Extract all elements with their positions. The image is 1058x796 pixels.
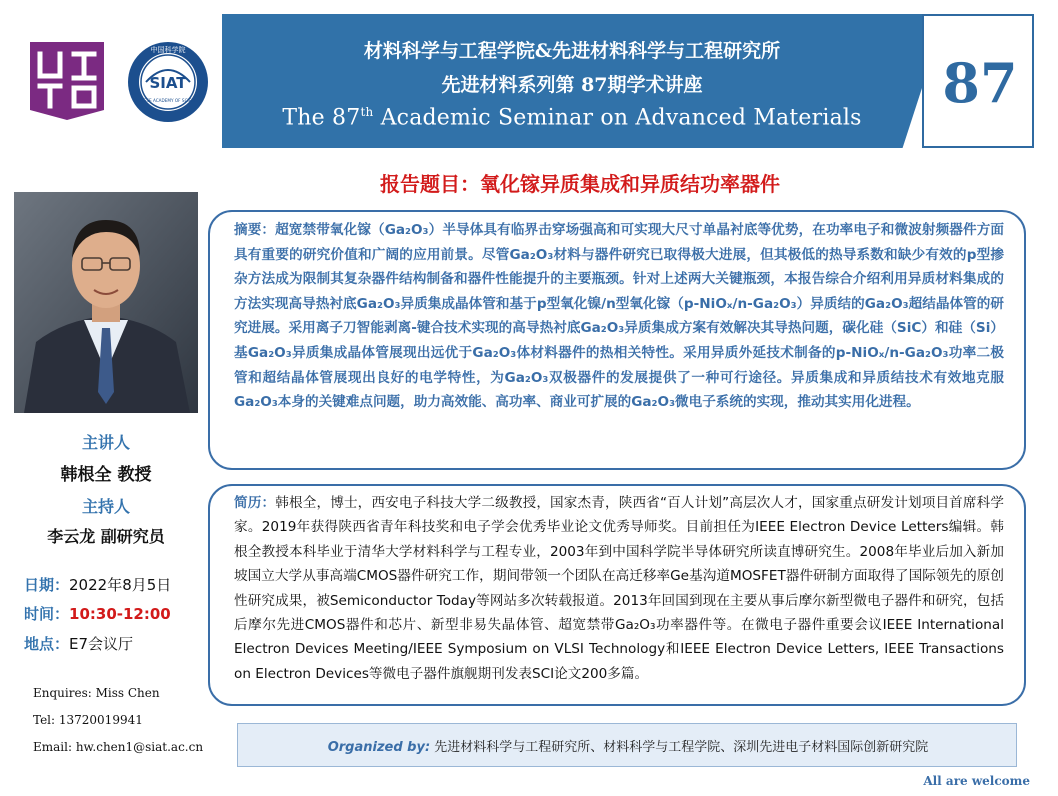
abstract-text: 摘要：超宽禁带氧化镓（Ga₂O₃）半导体具有临界击穿场强高和可实现大尺寸单晶衬底等优势，在功率电子和微波射频器件方面具有重要的研究价值和广阔的应用前景。尽管Ga₂O₃材料与器件研究已取得极大进展，但其极低的热导系数和缺少有效的p型掺杂方法成为限制其复杂器件结构制备和器件性能提升的主要瓶颈。针对上述两大关键瓶颈，本报告综合介绍利用异质材料集成的方法实现高导热衬底Ga₂O₃异质集成晶体管和基于p型氧化镍/n型氧化镓（p-NiOₓ/n-Ga₂O₃）异质结的Ga₂O₃超结晶体管的研究进展。采用离子刀智能剥离-键合技术实现的高导热衬底Ga₂O₃异质集成方案有效解决其导热问题，碳化硅（SiC）和硅（Si）基Ga₂O₃异质集成晶体管展现出远优于Ga₂O₃体材料器件的热相关特性。采用异质外延技术制备的p-NiOₓ/n-Ga₂O₃功率二极管和超结晶体管展现出良好的电学特性，为Ga₂O₃双极器件的发展提供了一种可行途径。异质集成和异质结技术有效地克服Ga₂O₃本身的关键难点问题，助力高效能、高功率、商业可扩展的Ga₂O₃微电子系统的实现，推动其实用化进程。 (234, 222, 1004, 411)
enquiries-email[interactable]: Email: hw.chen1@siat.ac.cn (33, 740, 204, 754)
time-row (24, 603, 171, 624)
date-label: 日期： (24, 576, 70, 594)
institute-title: 材料科学与工程学院&先进材料科学与工程研究所 (363, 40, 781, 62)
talk-title: 报告题目：氧化镓异质集成和异质结功率器件 (380, 172, 780, 196)
organizers-box (237, 723, 1017, 767)
host-name: 李云龙 副研究员 (47, 527, 165, 546)
speaker-name: 韩根全 教授 (60, 465, 152, 485)
siat-ring-text: 中国科学院 (150, 46, 186, 54)
host-label: 主持人 (81, 497, 130, 516)
abstract-box (208, 210, 1026, 470)
welcome-note: All are welcome (923, 774, 1030, 788)
bio-paragraph (234, 491, 1004, 686)
organizers-line (238, 736, 1018, 755)
bio-label: 简历： (234, 495, 276, 511)
bio-box (208, 484, 1026, 706)
seminar-english-title: The 87th Academic Seminar on Advanced Materials (282, 105, 862, 131)
siat-logo-text-en: CHINESE ACADEMY OF SCIENCES (133, 98, 203, 103)
place-row (24, 633, 133, 654)
header (0, 0, 1058, 150)
issue-number: 87 (942, 51, 1018, 115)
issue-number-box (922, 14, 1034, 148)
organizers-list: 先进材料科学与工程研究所、材料科学与工程学院、深圳先进电子材料国际创新研究院 (430, 740, 929, 755)
siat-emblem-icon (126, 40, 210, 124)
organized-by-label: Organized by: (327, 740, 431, 755)
time-value: 10:30-12:00 (69, 605, 171, 623)
seminar-series-title: 先进材料系列第 87期学术讲座 (441, 74, 703, 96)
enquiries-tel: Tel: 13720019941 (33, 713, 143, 727)
speaker-label: 主讲人 (81, 433, 130, 452)
time-label: 时间： (24, 605, 70, 623)
speaker-photo (14, 192, 198, 413)
date-row (24, 574, 171, 595)
enquiries-contact: Enquires: Miss Chen (33, 686, 160, 700)
place-label: 地点： (24, 635, 70, 653)
siat-logo-text: SIAT (149, 74, 187, 92)
place-value: E7会议厅 (69, 635, 134, 653)
hitsz-logo-icon (28, 40, 106, 122)
bio-text: 韩根全，博士，西安电子科技大学二级教授，国家杰青，陕西省“百人计划”高层次人才，国家重点研发计划项目首席科学家。2019年获得陕西省青年科技奖和电子学会优秀毕业论文优秀导师奖。目前担任为IEEE Electron Device Letters编辑。韩根全教授本科毕业于清华大学材料科学与工程专业，2003年到中国科学院半导体研究所读直博研究生。2008年毕业后加入新加坡国立大学从事高端CMOS器件研究工作，期间带领一个团队在高迁移率Ge基沟道MOSFET器件研制方面取得了国际领先的原创性研究成果，被Semiconductor Today等网站多次转载报道。2013年回国到现在主要从事后摩尔新型微电子器件和研究，包括后摩尔先进CMOS器件和芯片、新型非易失晶体管、超宽禁带Ga₂O₃功率器件等。在微电子器件重要会议IEEE International Electron Devices Meeting/IEEE Symposium on VLSI Technology和IEEE Electron Device Letters, IEEE Transactions on Electron Devices等微电子器件旗舰期刊发表SCI论文200多篇。 (234, 495, 1004, 682)
date-value: 2022年8月5日 (69, 576, 172, 594)
